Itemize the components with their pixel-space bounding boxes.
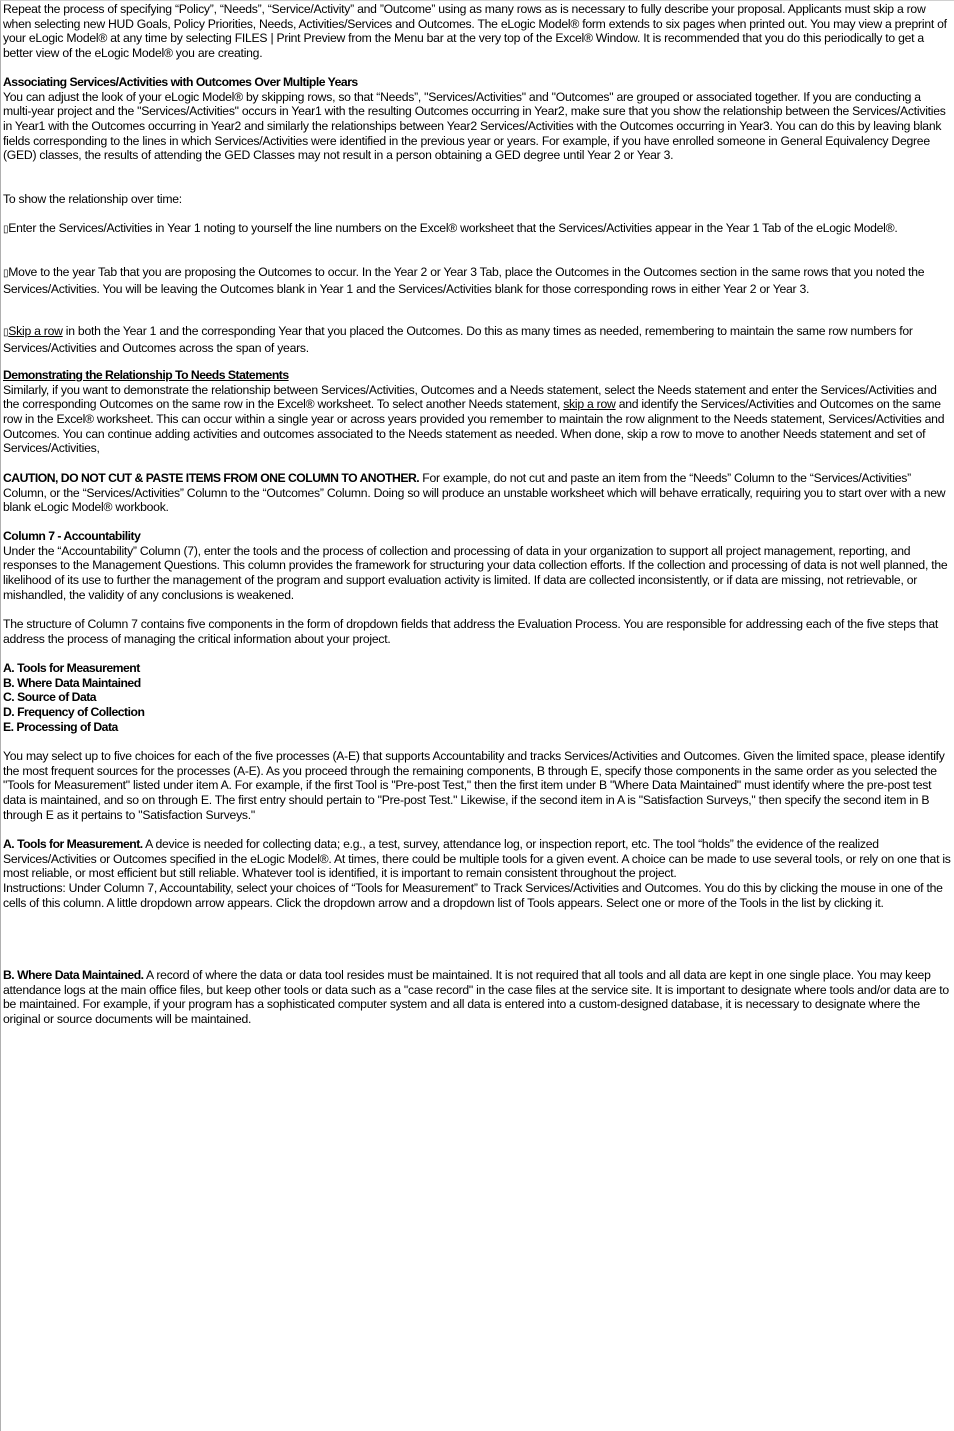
caution-label: CAUTION, DO NOT CUT & PASTE ITEMS FROM ONE COLUMN TO ANOTHER. — [3, 471, 420, 485]
repeat-paragraph: Repeat the process of specifying “Policy”, “Needs”, “Service/Activity” and ”Outcome” using as many rows as is necessary to fully describe your proposal. Applicants must skip a row when selecting new HUD Goals, Policy Priorities, Needs, Activities/Services and Outcomes. The eLogic Model® form extends to six pages when printed out. You may view a preprint of your eLogic Model® at any time by selecting FILES | Print Preview from the Menu bar at the very top of the Excel® Window. It is recommended that you do this periodically to get a better view of the eLogic Model® you are creating. — [3, 2, 947, 60]
section-b-label: B. Where Data Maintained. — [3, 968, 144, 982]
section-a — [3, 837, 951, 910]
caution-paragraph — [3, 471, 951, 515]
needs-body-b: and identify the Services/Activities and Outcomes on the same row in the Excel® worksheet. This can occur within a single year or across years provided you remember to maintain the row alignment to the Needs statement, Services/Activities and Outcomes. You can continue adding activities and outcomes associated to the Needs statement as needed. When done, skip a row to move to another Needs statement and set of Services/Activities, — [3, 397, 945, 456]
step-3-text: in both the Year 1 and the corresponding Year that you placed the Outcomes. Do this as many times as needed, remembering to maintain the same row numbers for Services/Activities and Outcomes across the span of years. — [3, 324, 913, 355]
component-item: E. Processing of Data — [3, 719, 118, 734]
section-b — [3, 968, 951, 1027]
skip-a-row-link[interactable]: Skip a row — [8, 324, 63, 338]
components-list — [3, 661, 951, 734]
component-item: D. Frequency of Collection — [3, 704, 145, 719]
component-item: A. Tools for Measurement — [3, 661, 140, 675]
bullet-icon: ▯ — [3, 327, 9, 338]
section-a-label: A. Tools for Measurement. — [3, 837, 143, 851]
assoc-section — [3, 75, 951, 163]
skip-a-row-link[interactable]: skip a row — [563, 397, 616, 412]
needs-body-a: Similarly, if you want to demonstrate the relationship between Services/Activities, Outcomes and a Needs statement, select the Needs statement and enter the Services/Activities and the corresponding Outcomes on the same row in the Excel® worksheet. To select another Needs statement, — [3, 382, 937, 412]
step-3 — [3, 324, 951, 355]
bullet-icon: ▯ — [3, 224, 9, 235]
section-b-text: A record of where the data or data tool resides must be maintained. It is not required that all tools and all data are kept in one single place. You may keep attendance logs at the main office files, but keep other tools or data such as a "case record" in the case files at the service site. It is important to designate where tools and/or data are to be maintained. For example, if your program has a sophisticated computer system and all data is entered into a custom-designed database, it is necessary to designate where the original or source documents will be maintained. — [3, 968, 949, 1026]
step-2 — [3, 265, 951, 296]
column7-heading: Column 7 - Accountability — [3, 529, 141, 543]
select-choices-paragraph: You may select up to five choices for each of the five processes (A-E) that supports Accountability and tracks Services/Activities and Outcomes. Given the limited space, please identify the most frequent sources for the processes (A-E). As you proceed through the remaining components, B through E, specify those components in the same order as you selected the "Tools for Measurement" listed under item A. For example, if the first Tool is "Pre-post Test," then the first item under B "Where Data Maintained" must identify where the pre-post test data is maintained, and so on through E. The first entry should pertain to "Pre-post Test." Likewise, if the second item in A is "Satisfaction Surveys," then specify the second item in B through E as it pertains to "Satisfaction Surveys." — [3, 749, 945, 822]
assoc-heading: Associating Services/Activities with Outcomes Over Multiple Years — [3, 75, 358, 89]
section-a-body — [3, 837, 951, 881]
step-1-text: Enter the Services/Activities in Year 1 noting to yourself the line numbers on the Excel® worksheet that the Services/Activities appear in the Year 1 Tab of the eLogic Model®. — [8, 221, 898, 235]
needs-heading: Demonstrating the Relationship To Needs Statements — [3, 368, 289, 382]
bullet-icon: ▯ — [3, 268, 9, 279]
caution-text: For example, do not cut and paste an item from the “Needs” Column to the “Services/Activities” Column, or the “Services/Activities” Column to the “Outcomes” Column. Doing so will produce an unstable worksheet which will behave erratically, requiring you to start over with a new blank eLogic Model® workbook. — [3, 471, 946, 515]
assoc-intro: To show the relationship over time: — [3, 192, 182, 206]
needs-section — [3, 368, 951, 456]
component-item: C. Source of Data — [3, 690, 97, 705]
section-a-text: A device is needed for collecting data; e.g., a test, survey, attendance log, or inspection report, etc. The tool “holds” the evidence of the realized Services/Activities or Outcomes specified in the eLogic Model®. At times, there could be multiple tools for a given event. A choice can be made to use several tools, or rely on one that is most reliable, or most efficient but still reliable. Whatever tool is identified, it is important to remain consistent throughout the project. — [3, 837, 951, 881]
component-item: B. Where Data Maintained — [3, 675, 141, 690]
needs-body — [3, 383, 951, 456]
assoc-body: You can adjust the look of your eLogic Model® by skipping rows, so that “Needs”, "Services/Activities" and "Outcomes" are grouped or associated together. If you are conducting a multi-year project and the "Services/Activities" occurs in Year1 with the resulting Outcomes occurring in Year2, make sure that you show the relationship between the Services/Activities in Year1 with the Outcomes occurring in Year2 and similarly the relationships between Year2 Services/Activities with the Outcomes occurring in Year3. You can do this by leaving blank fields corresponding to the lines in which Services/Activities were identified in the previous year or years. For example, if you have enrolled someone in General Equivalency Degree (GED) classes, the results of attending the GED Classes may not result in a person obtaining a GED degree until Year 2 or Year 3. — [3, 89, 946, 163]
column7-body: Under the “Accountability” Column (7), enter the tools and the process of collection and processing of data in your organization to support all project management, reporting, and responses to the Management Questions. This column provides the framework for structuring your data collection efforts. If the collection and processing of data is not well planned, the likelihood of its use to further the management of the program and support evaluation activity is limited. If data are collected inconsistently, or if data are missing, not retrievable, or mishandled, the validity of any conclusions is weakened. — [3, 543, 948, 602]
section-a-instructions: Instructions: Under Column 7, Accountability, select your choices of “Tools for Measurement” to Track Services/Activities and Outcomes. You do this by clicking the mouse in one of the cells of this column. A little dropdown arrow appears. Click the dropdown arrow and a dropdown list of Tools appears. Select one or more of the Tools in the list by clicking it. — [3, 880, 943, 910]
step-1 — [3, 221, 951, 238]
column7-structure: The structure of Column 7 contains five components in the form of dropdown fields that address the Evaluation Process. You are responsible for addressing each of the five steps that address the process of managing the critical information about your project. — [3, 617, 939, 646]
column7-section — [3, 529, 951, 602]
step-2-text: Move to the year Tab that you are proposing the Outcomes to occur. In the Year 2 or Year 3 Tab, place the Outcomes in the Outcomes section in the same rows that you noted the Services/Activities. You will be leaving the Outcomes blank in Year 1 and the Services/Activities blank for those corresponding rows in either Year 2 or Year 3. — [3, 265, 925, 296]
